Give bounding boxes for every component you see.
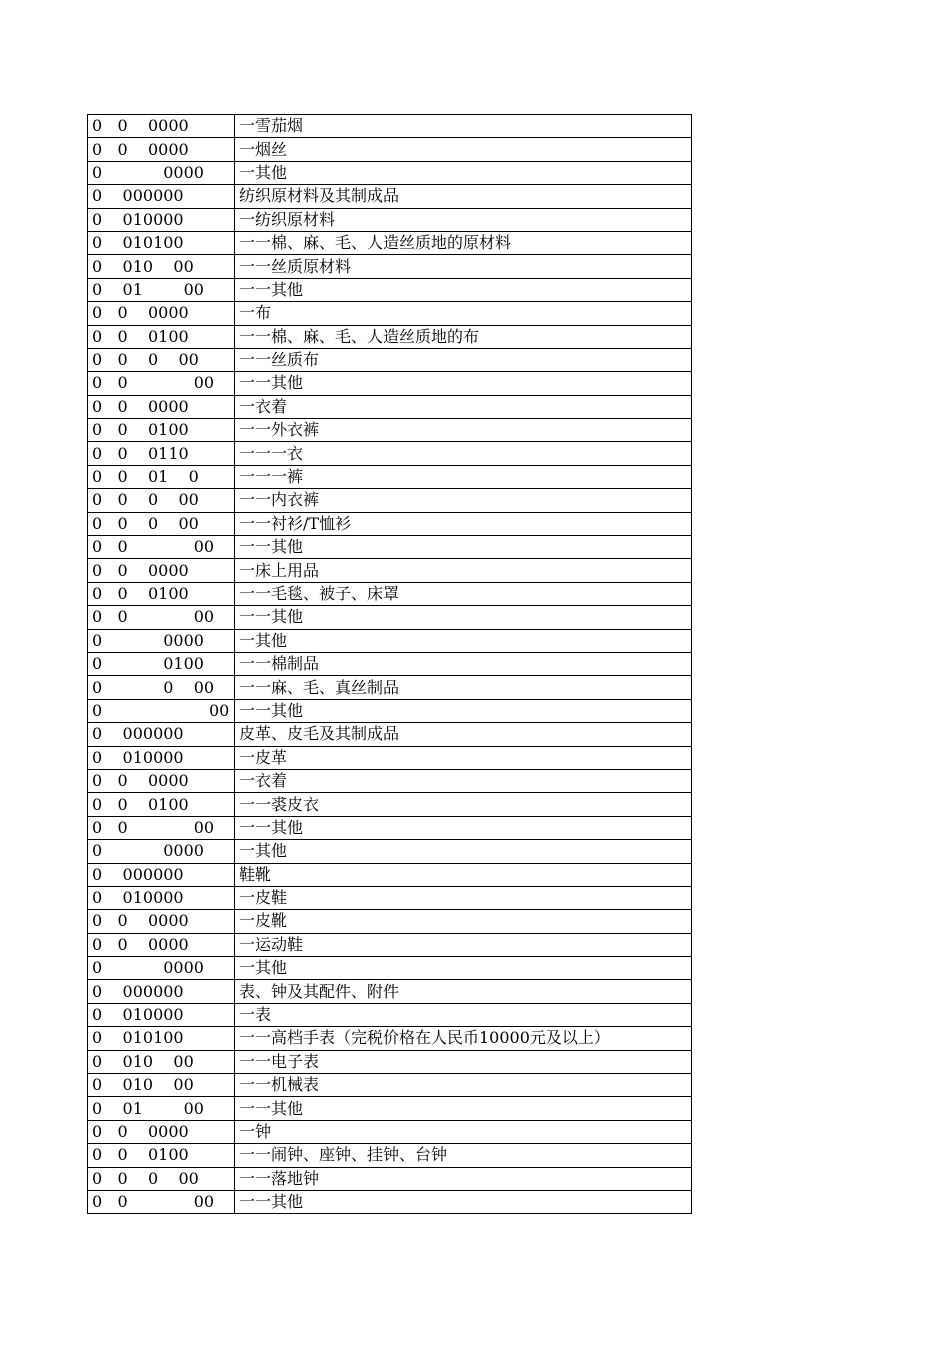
table-row <box>88 348 692 371</box>
table-row <box>88 886 692 909</box>
item-name-cell: 一其他 <box>235 629 692 652</box>
table-row <box>88 325 692 348</box>
table-row <box>88 1167 692 1190</box>
item-name-cell: 皮革、皮毛及其制成品 <box>235 723 692 746</box>
tariff-code-cell: 0 0 0000 <box>88 1120 235 1143</box>
table-row <box>88 372 692 395</box>
tariff-code-cell: 0 0 0000 <box>88 933 235 956</box>
table-row <box>88 255 692 278</box>
table-row <box>88 115 692 138</box>
tariff-code-cell: 0 0 0000 <box>88 910 235 933</box>
table-row <box>88 957 692 980</box>
table-row <box>88 208 692 231</box>
table-row <box>88 980 692 1003</box>
table-row <box>88 1003 692 1026</box>
item-name-cell: 一其他 <box>235 840 692 863</box>
table-row <box>88 840 692 863</box>
table-row <box>88 1050 692 1073</box>
item-name-cell: 一一高档手表（完税价格在人民币10000元及以上） <box>235 1027 692 1050</box>
tariff-code-cell: 0 010100 <box>88 231 235 254</box>
item-name-cell: 一皮靴 <box>235 910 692 933</box>
table-row <box>88 512 692 535</box>
table-row <box>88 582 692 605</box>
item-name-cell: 一一其他 <box>235 699 692 722</box>
tariff-code-cell: 0 0000 <box>88 840 235 863</box>
table-row <box>88 746 692 769</box>
table-row <box>88 1190 692 1213</box>
tariff-code-cell: 0 00 <box>88 699 235 722</box>
table-row <box>88 723 692 746</box>
table-row <box>88 1097 692 1120</box>
tariff-code-cell: 0 0 0000 <box>88 138 235 161</box>
tariff-code-cell: 0 010100 <box>88 1027 235 1050</box>
item-name-cell: 一一其他 <box>235 1190 692 1213</box>
item-name-cell: 一其他 <box>235 957 692 980</box>
item-name-cell: 一一机械表 <box>235 1074 692 1097</box>
table-row <box>88 1144 692 1167</box>
tariff-code-cell: 0 000000 <box>88 863 235 886</box>
tariff-code-cell: 0 000000 <box>88 723 235 746</box>
tariff-code-cell: 0 0 0000 <box>88 559 235 582</box>
tariff-code-cell: 0 0 0 00 <box>88 1167 235 1190</box>
item-name-cell: 一一落地钟 <box>235 1167 692 1190</box>
tariff-code-cell: 0 0 0100 <box>88 793 235 816</box>
table-row <box>88 793 692 816</box>
item-name-cell: 一表 <box>235 1003 692 1026</box>
item-name-cell: 一一麻、毛、真丝制品 <box>235 676 692 699</box>
item-name-cell: 一一其他 <box>235 816 692 839</box>
tariff-code-cell: 0 0000 <box>88 957 235 980</box>
table-row <box>88 769 692 792</box>
item-name-cell: 一一其他 <box>235 278 692 301</box>
table-row <box>88 161 692 184</box>
item-name-cell: 一一衬衫/T恤衫 <box>235 512 692 535</box>
item-name-cell: 一一其他 <box>235 606 692 629</box>
item-name-cell: 一纺织原材料 <box>235 208 692 231</box>
table-row <box>88 138 692 161</box>
tariff-code-cell: 0 010 00 <box>88 255 235 278</box>
table-row <box>88 816 692 839</box>
table-row <box>88 1120 692 1143</box>
item-name-cell: 鞋靴 <box>235 863 692 886</box>
item-name-cell: 一衣着 <box>235 769 692 792</box>
table-row <box>88 395 692 418</box>
item-name-cell: 一烟丝 <box>235 138 692 161</box>
table-row <box>88 442 692 465</box>
item-name-cell: 一一其他 <box>235 1097 692 1120</box>
tariff-code-cell: 0 0 0100 <box>88 419 235 442</box>
tariff-code-cell: 0 0 0 00 <box>88 348 235 371</box>
tariff-code-cell: 0 000000 <box>88 980 235 1003</box>
item-name-cell: 一衣着 <box>235 395 692 418</box>
tariff-code-cell: 0 010 00 <box>88 1050 235 1073</box>
item-name-cell: 一一裘皮衣 <box>235 793 692 816</box>
item-name-cell: 一一毛毯、被子、床罩 <box>235 582 692 605</box>
table-row <box>88 278 692 301</box>
item-name-cell: 一运动鞋 <box>235 933 692 956</box>
tariff-code-cell: 0 0 0110 <box>88 442 235 465</box>
table-row <box>88 652 692 675</box>
item-name-cell: 一一棉制品 <box>235 652 692 675</box>
tariff-code-cell: 0 0 0100 <box>88 325 235 348</box>
tariff-code-cell: 0 0000 <box>88 161 235 184</box>
item-name-cell: 一皮革 <box>235 746 692 769</box>
tariff-code-cell: 0 01 00 <box>88 278 235 301</box>
table-row <box>88 699 692 722</box>
tariff-code-cell: 0 0 00 <box>88 1190 235 1213</box>
tariff-code-cell: 0 0 00 <box>88 676 235 699</box>
item-name-cell: 一一内衣裤 <box>235 489 692 512</box>
tariff-code-cell: 0 0 01 0 <box>88 465 235 488</box>
table-row <box>88 910 692 933</box>
item-name-cell: 纺织原材料及其制成品 <box>235 185 692 208</box>
item-name-cell: 一一其他 <box>235 536 692 559</box>
table-row <box>88 559 692 582</box>
table-row <box>88 1074 692 1097</box>
item-name-cell: 一一丝质布 <box>235 348 692 371</box>
table-row <box>88 536 692 559</box>
table-row <box>88 606 692 629</box>
tariff-code-cell: 0 0 00 <box>88 606 235 629</box>
item-name-cell: 一其他 <box>235 161 692 184</box>
item-name-cell: 一布 <box>235 302 692 325</box>
tariff-code-cell: 0 0000 <box>88 629 235 652</box>
table-row <box>88 465 692 488</box>
tariff-code-cell: 0 0 0100 <box>88 582 235 605</box>
item-name-cell: 一一一裤 <box>235 465 692 488</box>
table-row <box>88 302 692 325</box>
table-row <box>88 676 692 699</box>
item-name-cell: 一床上用品 <box>235 559 692 582</box>
tariff-code-cell: 0 0 0100 <box>88 1144 235 1167</box>
tariff-code-cell: 0 010000 <box>88 1003 235 1026</box>
item-name-cell: 一一其他 <box>235 372 692 395</box>
tariff-code-cell: 0 0 0000 <box>88 395 235 418</box>
item-name-cell: 一一棉、麻、毛、人造丝质地的原材料 <box>235 231 692 254</box>
tariff-code-cell: 0 010000 <box>88 886 235 909</box>
item-name-cell: 一一电子表 <box>235 1050 692 1073</box>
tariff-code-cell: 0 0 0000 <box>88 769 235 792</box>
table-row <box>88 629 692 652</box>
item-name-cell: 表、钟及其配件、附件 <box>235 980 692 1003</box>
tariff-code-cell: 0 0 0 00 <box>88 512 235 535</box>
tariff-code-cell: 0 000000 <box>88 185 235 208</box>
tariff-code-cell: 0 0 0 00 <box>88 489 235 512</box>
table-row <box>88 185 692 208</box>
item-name-cell: 一雪茄烟 <box>235 115 692 138</box>
item-name-cell: 一皮鞋 <box>235 886 692 909</box>
tariff-code-cell: 0 01 00 <box>88 1097 235 1120</box>
table-row <box>88 933 692 956</box>
item-name-cell: 一钟 <box>235 1120 692 1143</box>
table-row <box>88 489 692 512</box>
tariff-code-cell: 0 010000 <box>88 208 235 231</box>
table-row <box>88 1027 692 1050</box>
tariff-code-cell: 0 0 00 <box>88 816 235 839</box>
table-body <box>88 115 692 1214</box>
tariff-code-cell: 0 0 0000 <box>88 302 235 325</box>
tariff-code-cell: 0 0 00 <box>88 372 235 395</box>
tariff-code-cell: 0 010000 <box>88 746 235 769</box>
table-row <box>88 419 692 442</box>
tariff-table <box>87 114 692 1214</box>
item-name-cell: 一一棉、麻、毛、人造丝质地的布 <box>235 325 692 348</box>
tariff-code-cell: 0 0100 <box>88 652 235 675</box>
table-row <box>88 863 692 886</box>
tariff-code-cell: 0 0 0000 <box>88 115 235 138</box>
item-name-cell: 一一丝质原材料 <box>235 255 692 278</box>
item-name-cell: 一一外衣裤 <box>235 419 692 442</box>
item-name-cell: 一一一衣 <box>235 442 692 465</box>
item-name-cell: 一一闹钟、座钟、挂钟、台钟 <box>235 1144 692 1167</box>
tariff-code-cell: 0 0 00 <box>88 536 235 559</box>
tariff-code-cell: 0 010 00 <box>88 1074 235 1097</box>
table-row <box>88 231 692 254</box>
